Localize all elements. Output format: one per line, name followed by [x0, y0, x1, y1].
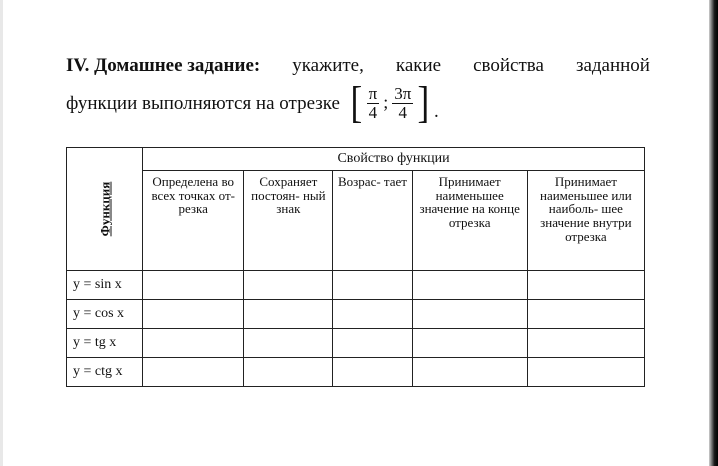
answer-cell[interactable] — [244, 271, 333, 300]
table-row — [67, 329, 645, 358]
right-fraction — [392, 85, 413, 122]
answer-cell[interactable] — [143, 358, 244, 387]
homework-task — [66, 56, 650, 125]
answer-cell[interactable] — [143, 329, 244, 358]
answer-cell[interactable] — [412, 271, 527, 300]
interval — [348, 78, 439, 127]
table-row — [67, 358, 645, 387]
properties-table — [66, 147, 645, 387]
property-group-header: Свойство функции — [143, 148, 645, 171]
answer-cell[interactable] — [333, 329, 412, 358]
property-header: Принимает наименьшее значение на конце отрезка — [412, 171, 527, 271]
task-word: свойства — [473, 55, 544, 76]
property-header: Сохраняет постоян- ный знак — [244, 171, 333, 271]
answer-cell[interactable] — [333, 300, 412, 329]
answer-cell[interactable] — [412, 329, 527, 358]
function-column-header — [67, 148, 143, 271]
left-numerator: π — [368, 83, 378, 103]
answer-cell[interactable] — [527, 329, 644, 358]
scan-edge-right — [709, 0, 718, 466]
left-bracket: [ — [350, 78, 363, 127]
answer-cell[interactable] — [244, 329, 333, 358]
table-row — [67, 300, 645, 329]
left-denominator: 4 — [368, 102, 378, 122]
task-word: заданной — [575, 55, 650, 76]
table-row — [67, 271, 645, 300]
task-title: Домашнее задание: — [94, 55, 261, 76]
answer-cell[interactable] — [244, 358, 333, 387]
answer-cell[interactable] — [527, 300, 644, 329]
answer-cell[interactable] — [333, 271, 412, 300]
function-label: y = ctg x — [67, 358, 143, 387]
task-number: IV. — [66, 55, 90, 76]
task-line-2 — [66, 78, 650, 127]
answer-cell[interactable] — [244, 300, 333, 329]
property-header: Возрас- тает — [333, 171, 412, 271]
interval-separator: ; — [383, 92, 389, 112]
task-line-1 — [66, 56, 650, 75]
function-header-label: Функция — [97, 181, 113, 237]
scan-edge-left — [0, 0, 3, 466]
right-bracket: ] — [417, 78, 430, 127]
task-word: укажите, — [292, 55, 364, 76]
property-header: Принимает наименьшее или наиболь- шее значение внутри отрезка — [527, 171, 644, 271]
property-header: Определена во всех точках от- резка — [143, 171, 244, 271]
function-label: y = sin x — [67, 271, 143, 300]
answer-cell[interactable] — [333, 358, 412, 387]
task-line-2-text: функции выполняются на отрезке — [66, 92, 340, 114]
answer-cell[interactable] — [527, 271, 644, 300]
function-label: y = tg x — [67, 329, 143, 358]
function-label: y = cos x — [67, 300, 143, 329]
right-numerator: 3π — [394, 83, 412, 103]
right-denominator: 4 — [398, 102, 407, 122]
task-word: какие — [395, 55, 442, 76]
answer-cell[interactable] — [143, 271, 244, 300]
sentence-end: . — [433, 100, 439, 122]
answer-cell[interactable] — [412, 358, 527, 387]
answer-cell[interactable] — [412, 300, 527, 329]
left-fraction — [367, 85, 380, 122]
answer-cell[interactable] — [527, 358, 644, 387]
answer-cell[interactable] — [143, 300, 244, 329]
